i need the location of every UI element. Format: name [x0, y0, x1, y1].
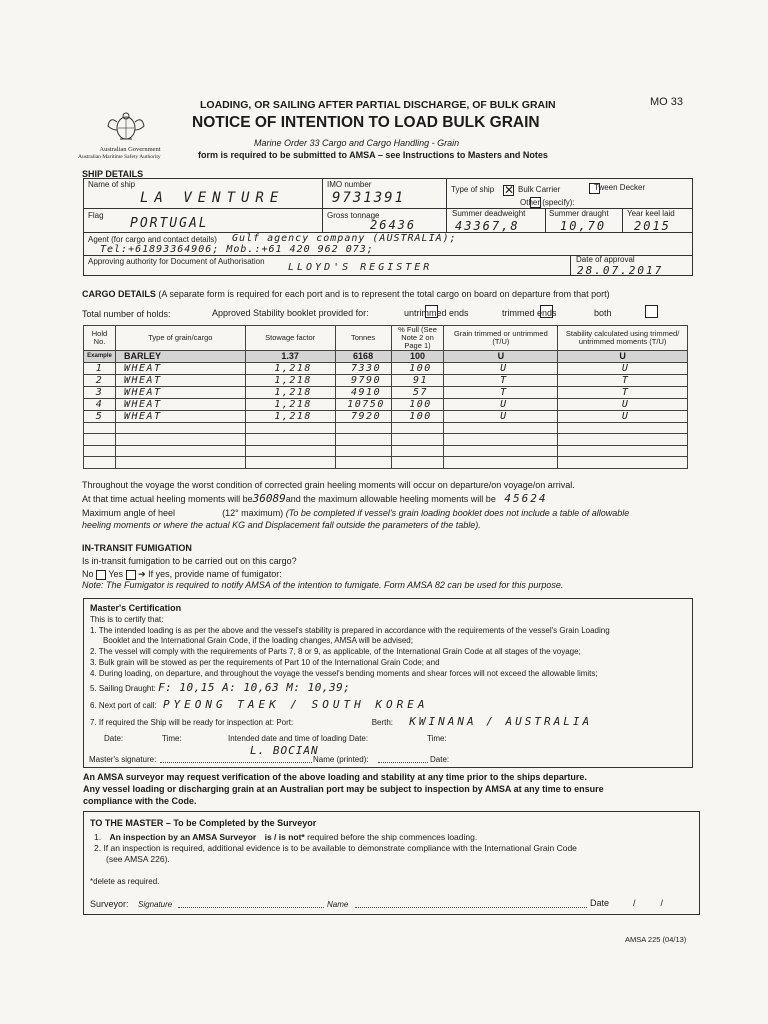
master-signature-label: Master's signature: — [89, 755, 157, 764]
max-angle-note: (To be completed if vessel's grain loading booklet does not include a table of allowable — [285, 508, 630, 518]
cert-item-5 — [90, 683, 350, 693]
trimmed[interactable]: T — [444, 386, 558, 398]
bulk-carrier-label: Bulk Carrier — [518, 185, 561, 194]
tonnes[interactable]: 4910 — [335, 386, 391, 398]
inspection-time-label: Time: — [162, 734, 182, 743]
ship-name-label: Name of ship — [88, 180, 136, 189]
heeling-line-3 — [82, 508, 629, 518]
surveyor-heading: TO THE MASTER – To be Completed by the Surveyor — [90, 818, 317, 828]
grain-type[interactable]: WHEAT — [115, 386, 245, 398]
master-signature-value[interactable]: L. BOCIAN — [250, 744, 319, 757]
surveyor-item-1a: An inspection by an AMSA Surveyor — [109, 832, 257, 842]
ship-col-divider — [622, 208, 623, 232]
approval-date-label: Date of approval — [576, 255, 635, 264]
master-date-label: Date: — [430, 755, 450, 764]
surveyor-item-2a: 2. If an inspection is required, additional evidence is to be available to demonstrate compliance with the International Grain Code — [94, 843, 577, 853]
cargo-details-heading — [82, 289, 610, 299]
example-tonnes: 6168 — [335, 351, 391, 363]
certify-line: This is to certify that: — [90, 615, 164, 624]
hold-no[interactable]: 5 — [84, 410, 116, 422]
surveyor-date-label: Date — [590, 898, 610, 908]
inspection-date-label: Date: — [104, 734, 124, 743]
surveyor-signature-line[interactable] — [178, 907, 324, 908]
instruction-line: form is required to be submitted to AMSA – see Instructions to Masters and Notes — [198, 150, 548, 160]
summer-draught-label: Summer draught — [549, 209, 609, 218]
hold-no[interactable]: 3 — [84, 386, 116, 398]
agent-label: Agent (for cargo and contact details) — [88, 235, 217, 244]
approval-date-value[interactable]: 28.07.2017 — [577, 264, 664, 277]
both-label: both — [594, 308, 612, 318]
berth-label: Berth: — [371, 718, 394, 727]
marine-order-line: Marine Order 33 Cargo and Cargo Handling - Grain — [254, 138, 460, 148]
cargo-table — [83, 325, 688, 469]
stowage-factor[interactable]: 1,218 — [245, 362, 335, 374]
summer-deadweight-label: Summer deadweight — [452, 209, 526, 218]
stability[interactable]: T — [558, 374, 688, 386]
col-tonnes: Tonnes — [335, 326, 391, 351]
cert-item-3: 3. Bulk grain will be stowed as per the requirements of Part 10 of the International Grain Code; and — [90, 658, 440, 667]
imo-value[interactable]: 9731391 — [332, 190, 406, 206]
ship-col-divider — [446, 178, 447, 232]
trimmed[interactable]: T — [444, 374, 558, 386]
cargo-heading-bold: CARGO DETAILS — [82, 289, 156, 299]
warning-line-2: Any vessel loading or discharging grain at an Australian port may be subject to inspection by AMSA at any time to ensure — [83, 784, 604, 794]
col-hold: Hold No. — [84, 326, 116, 351]
tonnes[interactable]: 10750 — [335, 398, 391, 410]
form-title: NOTICE OF INTENTION TO LOAD BULK GRAIN — [192, 114, 540, 131]
actual-heeling-value[interactable]: 36089 — [252, 492, 286, 505]
grain-type[interactable]: WHEAT — [115, 374, 245, 386]
intended-time-label: Time: — [427, 734, 447, 743]
fumigation-answer — [82, 569, 282, 580]
example-stowage: 1.37 — [245, 351, 335, 363]
trimmed-ends-label: trimmed ends — [502, 308, 557, 318]
sailing-draught-value[interactable]: F: 10,15 A: 10,63 M: 10,39; — [158, 681, 351, 694]
example-full: 100 — [391, 351, 444, 363]
is-is-not[interactable]: is / is not* — [264, 832, 305, 842]
form-code: MO 33 — [650, 96, 684, 108]
hold-no[interactable]: 4 — [84, 398, 116, 410]
flag-value[interactable]: PORTUGAL — [130, 216, 209, 231]
example-stability: U — [558, 351, 688, 363]
heeling-line-2 — [82, 492, 547, 505]
ship-details-heading: SHIP DETAILS — [82, 169, 144, 179]
stowage-factor[interactable]: 1,218 — [245, 398, 335, 410]
tonnes[interactable]: 7920 — [335, 410, 391, 422]
tonnes[interactable]: 7330 — [335, 362, 391, 374]
heeling-text-b: and the maximum allowable heeling moments will be — [285, 494, 496, 504]
agent-value-2[interactable]: Tel:+61893364906; Mob.:+61 420 962 073; — [100, 244, 374, 255]
empty-table-row[interactable] — [84, 445, 688, 457]
surveyor-item-2b: (see AMSA 226). — [106, 854, 170, 864]
imo-label: IMO number — [327, 180, 372, 189]
heeling-text-a: At that time actual heeling moments will be — [82, 494, 253, 504]
grain-type[interactable]: WHEAT — [115, 410, 245, 422]
master-heading: Master's Certification — [90, 603, 182, 613]
tonnes[interactable]: 9790 — [335, 374, 391, 386]
heeling-line-4: heeling moments or where the actual KG and Displacement fall outside the parameters of the table). — [82, 520, 481, 530]
total-holds-label: Total number of holds: — [82, 309, 171, 319]
ship-name-value[interactable]: LA VENTURE — [140, 190, 285, 206]
stability[interactable]: T — [558, 386, 688, 398]
stability[interactable]: U — [558, 410, 688, 422]
surveyor-item-1c: required before the ship commences loading. — [307, 832, 478, 842]
master-signature-line[interactable] — [160, 762, 312, 763]
tween-decker-label: Tween Decker — [594, 183, 646, 192]
gross-tonnage-label: Gross tonnage — [327, 211, 380, 220]
col-stability: Stability calculated using trimmed/ untrimmed moments (T/U) — [558, 326, 688, 351]
cert-item-7 — [90, 717, 592, 727]
col-percent-full: % Full (See Note 2 on Page 1) — [391, 326, 444, 351]
percent-full[interactable]: 100 — [391, 362, 444, 374]
table-row[interactable] — [84, 386, 688, 398]
table-row[interactable] — [84, 362, 688, 374]
grain-type[interactable]: WHEAT — [115, 362, 245, 374]
table-row[interactable] — [84, 410, 688, 422]
hold-no[interactable]: 2 — [84, 374, 116, 386]
form-subtitle: LOADING, OR SAILING AFTER PARTIAL DISCHARGE, OF BULK GRAIN — [200, 99, 556, 111]
booklet-label: Approved Stability booklet provided for: — [212, 308, 369, 318]
ship-col-divider — [322, 178, 323, 232]
empty-table-row[interactable] — [84, 457, 688, 469]
heeling-line-1: Throughout the voyage the worst condition of corrected grain heeling moments will occur on departure/on voyage/on arrival. — [82, 480, 575, 490]
stowage-factor[interactable]: 1,218 — [245, 374, 335, 386]
cargo-heading-text: (A separate form is required for each port and is to represent the total cargo on board on departure from that port) — [158, 289, 610, 299]
grain-type[interactable]: WHEAT — [115, 398, 245, 410]
ship-type-label: Type of ship — [451, 185, 495, 194]
trimmed[interactable]: U — [444, 398, 558, 410]
yes-checkbox[interactable] — [126, 570, 136, 580]
cert-item-2: 2. The vessel will comply with the requirements of Parts 7, 8 or 9, as applicable, of the International Grain Code at all stages of the voyage; — [90, 647, 581, 656]
bulk-carrier-checkbox[interactable] — [503, 185, 514, 196]
if-yes-label: ➔ If yes, provide name of fumigator: — [138, 569, 282, 579]
form-footer-code: AMSA 225 (04/13) — [625, 935, 687, 944]
stowage-factor[interactable]: 1,218 — [245, 410, 335, 422]
surveyor-signature-label: Signature — [138, 900, 173, 909]
cert-item-4: 4. During loading, on departure, and throughout the voyage the vessel's bending moments and shear forces will not exceed the allowable limits; — [90, 669, 598, 678]
col-trimmed: Grain trimmed or untrimmed (T/U) — [444, 326, 558, 351]
percent-full[interactable]: 57 — [391, 386, 444, 398]
both-checkbox[interactable] — [645, 305, 658, 318]
example-trimmed: U — [444, 351, 558, 363]
table-row[interactable] — [84, 398, 688, 410]
fumigation-heading: IN-TRANSIT FUMIGATION — [82, 543, 192, 553]
stowage-factor[interactable]: 1,218 — [245, 386, 335, 398]
empty-table-row[interactable] — [84, 434, 688, 446]
yes-label: Yes — [108, 569, 124, 579]
surveyor-name-line[interactable] — [355, 907, 587, 908]
flag-label: Flag — [88, 211, 104, 220]
sailing-draught-label: 5. Sailing Draught: — [90, 684, 156, 693]
other-label: Other (specify): — [520, 198, 575, 207]
max-heeling-value[interactable]: 45624 — [504, 492, 548, 505]
cert-item-1a: 1. The intended loading is as per the above and the vessel's stability is prepared in accordance with the requirements of the vessel's Grain Loading — [90, 626, 610, 635]
next-port-value[interactable]: PYEONG TAEK / SOUTH KOREA — [162, 698, 429, 711]
crest-logo — [100, 112, 152, 150]
table-row[interactable] — [84, 374, 688, 386]
no-checkbox[interactable] — [96, 570, 106, 580]
berth-value[interactable]: KWINANA / AUSTRALIA — [409, 715, 593, 728]
surveyor-name-label: Name — [327, 900, 349, 909]
col-stowage: Stowage factor — [245, 326, 335, 351]
delete-note: *delete as required. — [90, 877, 160, 886]
ship-col-divider — [570, 255, 571, 276]
example-grain: BARLEY — [115, 351, 245, 363]
fumigation-note: Note: The Fumigator is required to notify AMSA of the intention to fumigate. Form AMSA 82 can be used for this purpose. — [82, 580, 564, 590]
example-row — [84, 351, 688, 363]
surveyor-label: Surveyor: — [90, 899, 129, 909]
logo-line-2: Australian Maritime Safety Authority — [78, 154, 161, 160]
intended-date-label: Intended date and time of loading Date: — [228, 734, 369, 743]
fumigation-question: Is in-transit fumigation to be carried out on this cargo? — [82, 556, 297, 566]
untrimmed-ends-label: untrimmed ends — [404, 308, 469, 318]
cert-item-1b: Booklet and the International Grain Code, if the loading changes, AMSA will be advised; — [103, 636, 413, 645]
percent-full[interactable]: 100 — [391, 410, 444, 422]
empty-table-row[interactable] — [84, 422, 688, 434]
hold-no[interactable]: 1 — [84, 362, 116, 374]
trimmed[interactable]: U — [444, 362, 558, 374]
keel-laid-value[interactable]: 2015 — [634, 219, 671, 233]
approving-authority-value[interactable]: LLOYD'S REGISTER — [288, 262, 433, 273]
name-printed-label: Name (printed): — [313, 755, 369, 764]
max-angle-limit: (12° maximum) — [222, 508, 284, 518]
agent-value-1[interactable]: Gulf agency company (AUSTRALIA); — [232, 233, 457, 244]
col-grain-type: Type of grain/cargo — [115, 326, 245, 351]
warning-line-1: An AMSA surveyor may request verification of the above loading and stability at any time prior to the ships departure. — [83, 772, 587, 782]
approving-authority-label: Approving authority for Document of Authorisation — [88, 257, 265, 266]
percent-full[interactable]: 100 — [391, 398, 444, 410]
example-hold: Example — [84, 351, 116, 363]
max-angle-label: Maximum angle of heel — [82, 508, 176, 518]
gross-tonnage-value[interactable]: 26436 — [370, 218, 417, 232]
cargo-header-row — [84, 326, 688, 351]
percent-full[interactable]: 91 — [391, 374, 444, 386]
cert-item-6 — [90, 700, 429, 710]
inspection-port-label: 7. If required the Ship will be ready for inspection at: Port: — [90, 718, 294, 727]
trimmed[interactable]: U — [444, 410, 558, 422]
no-label: No — [82, 569, 94, 579]
next-port-label: 6. Next port of call: — [90, 701, 157, 710]
surveyor-date-slashes[interactable]: / / — [633, 898, 664, 908]
keel-laid-label: Year keel laid — [627, 209, 675, 218]
summer-draught-value[interactable]: 10,70 — [560, 219, 607, 233]
stability[interactable]: U — [558, 398, 688, 410]
summer-deadweight-value[interactable]: 43367,8 — [455, 219, 520, 233]
stability[interactable]: U — [558, 362, 688, 374]
ship-col-divider — [545, 208, 546, 232]
name-printed-line[interactable] — [378, 762, 428, 763]
surveyor-item-1: 1. An inspection by an AMSA Surveyor is / is not* required before the ship commences loading. — [94, 832, 478, 842]
warning-line-3: compliance with the Code. — [83, 796, 197, 806]
logo-line-1: Australian Government — [99, 146, 161, 153]
